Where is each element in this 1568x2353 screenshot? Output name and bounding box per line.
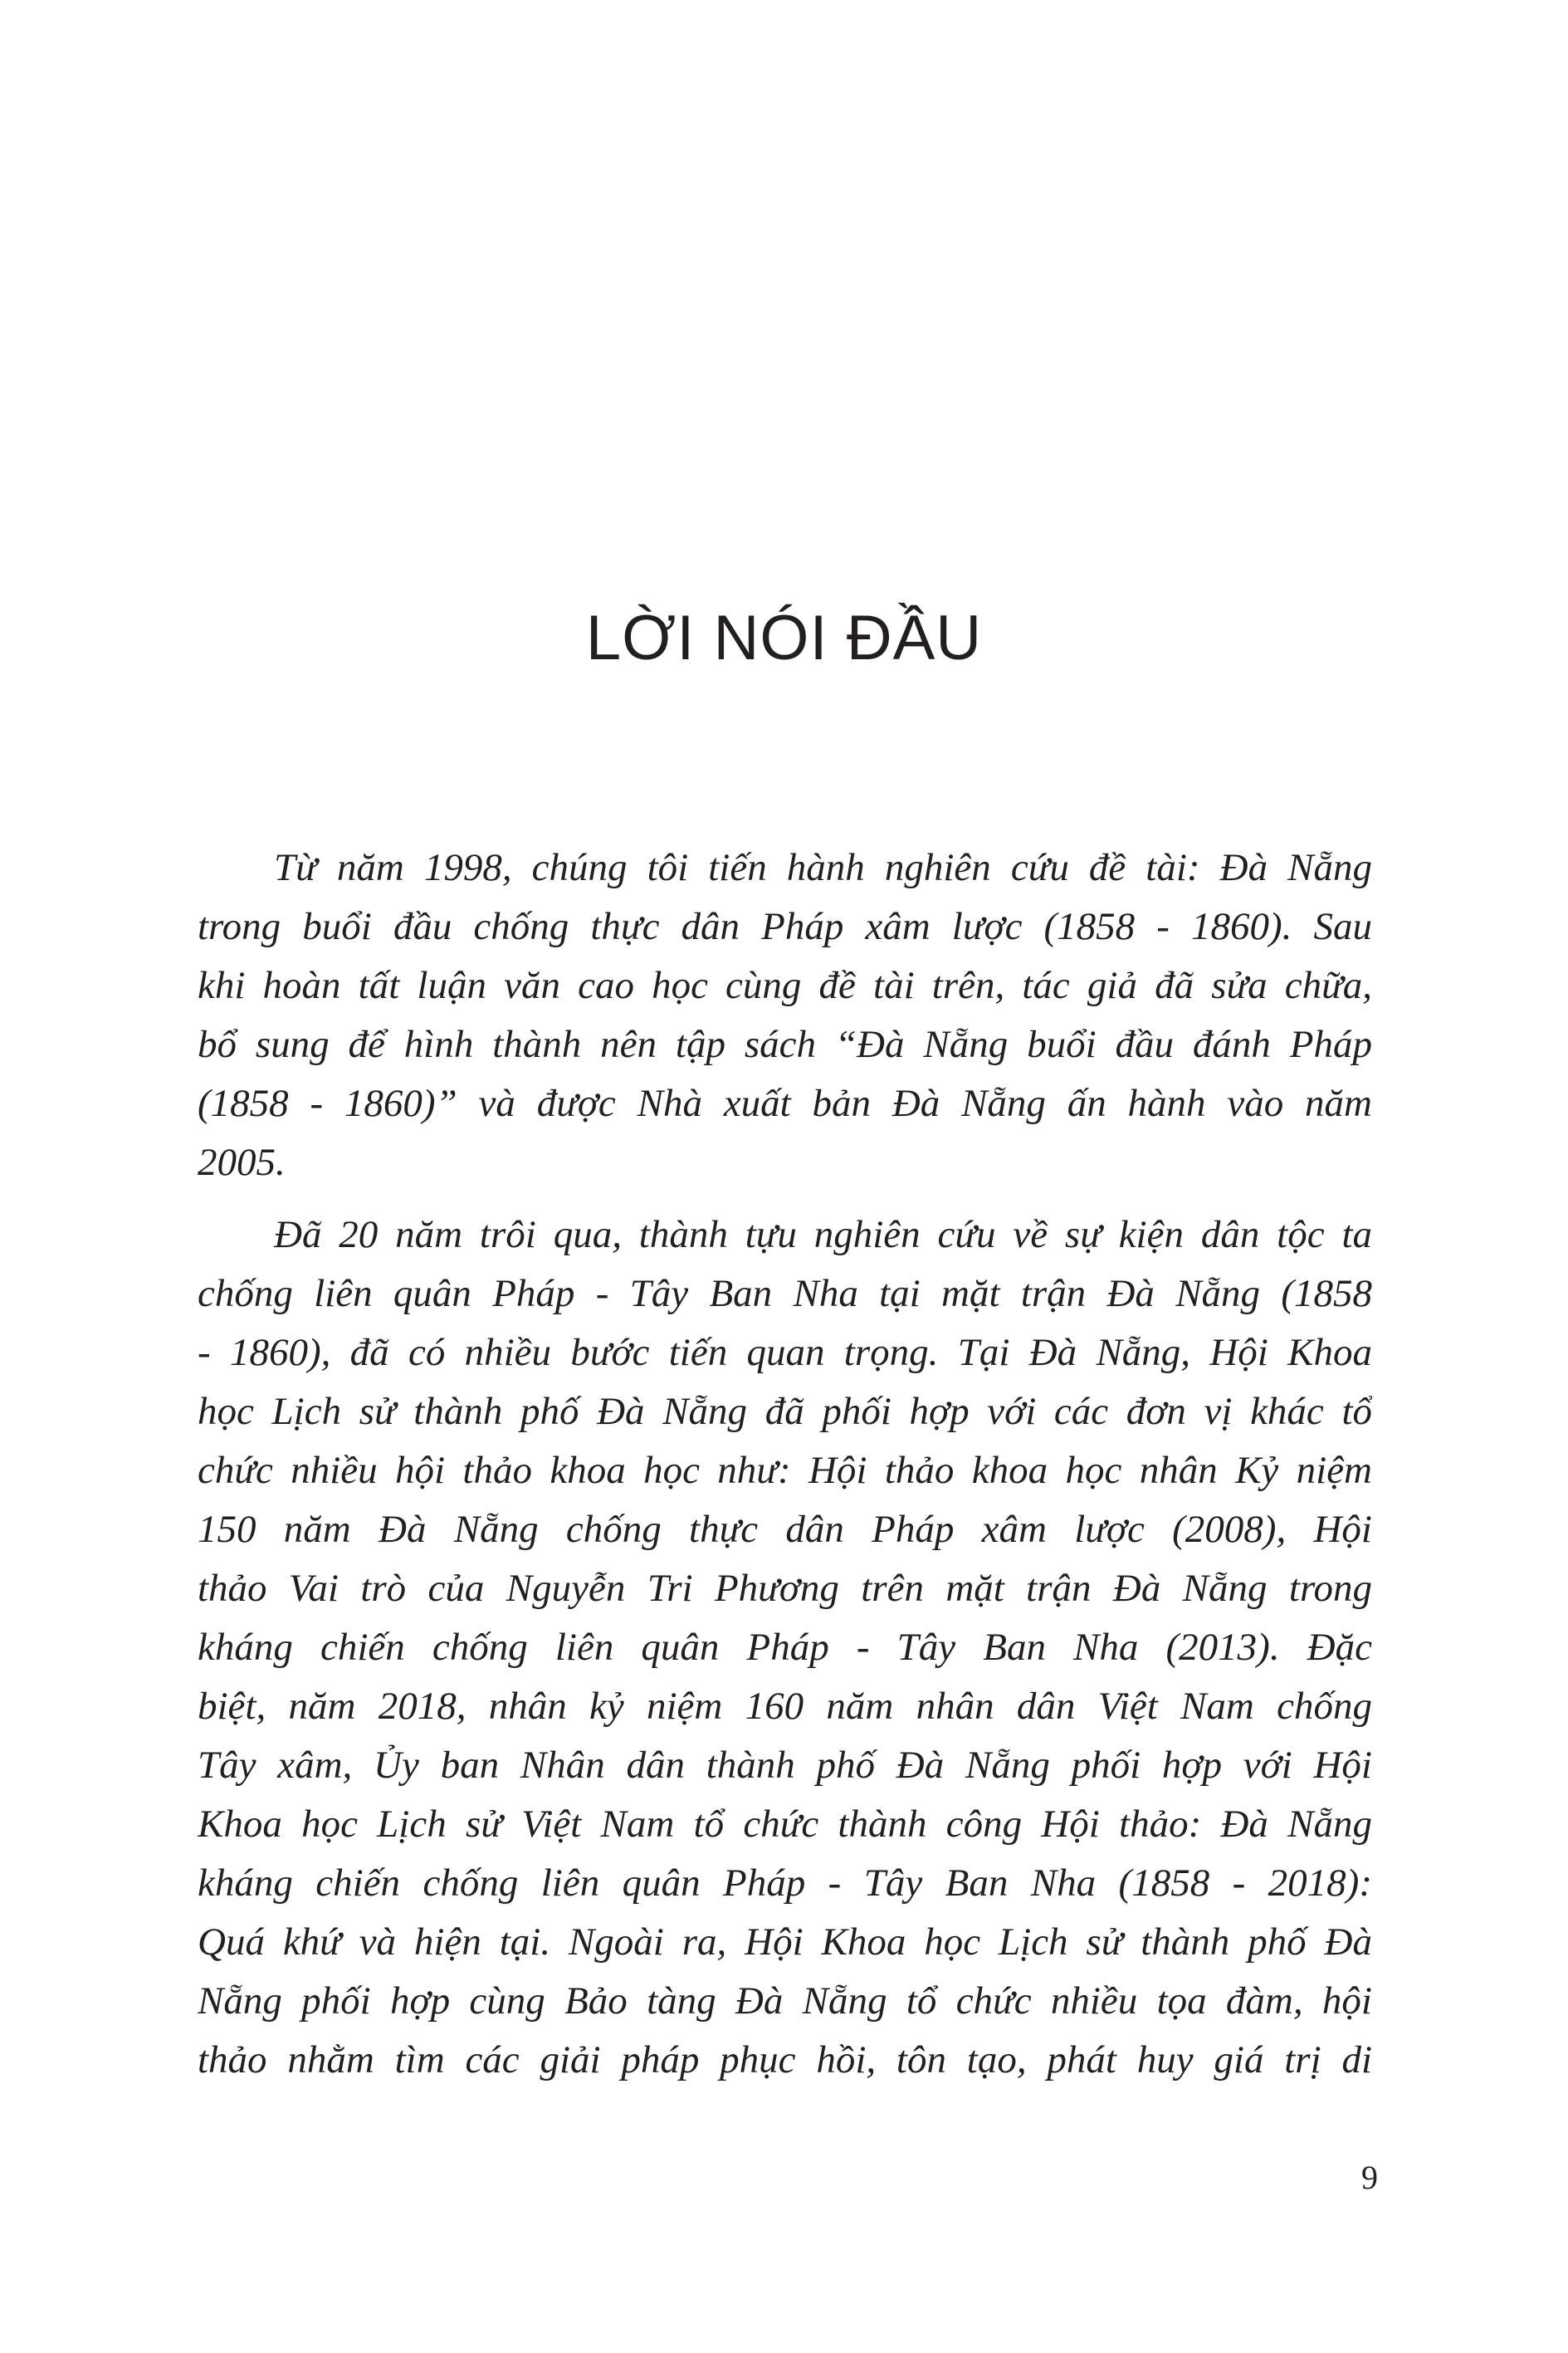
- body-text: [198, 839, 1372, 2090]
- text-line: thảo Vai trò của Nguyễn Tri Phương trên mặt trận Đà Nẵng trong: [198, 1567, 1372, 1610]
- page-title: LỜI NÓI ĐẦU: [585, 603, 983, 673]
- text-line: kháng chiến chống liên quân Pháp - Tây Ban Nha (1858 - 2018):: [198, 1861, 1372, 1905]
- text-line: Quá khứ và hiện tại. Ngoài ra, Hội Khoa học Lịch sử thành phố Đà: [198, 1920, 1372, 1964]
- text-line: chống liên quân Pháp - Tây Ban Nha tại mặt trận Đà Nẵng (1858: [198, 1272, 1372, 1315]
- text-line: (1858 - 1860)” và được Nhà xuất bản Đà Nẵng ấn hành vào năm: [198, 1082, 1372, 1125]
- text-line: học Lịch sử thành phố Đà Nẵng đã phối hợp với các đơn vị khác tổ: [198, 1390, 1372, 1433]
- paragraph-2: [198, 1206, 1372, 2090]
- text-line: Đã 20 năm trôi qua, thành tựu nghiên cứu về sự kiện dân tộc ta: [274, 1213, 1372, 1256]
- text-line: chức nhiều hội thảo khoa học như: Hội thảo khoa học nhân Kỷ niệm: [198, 1449, 1372, 1492]
- text-line: 150 năm Đà Nẵng chống thực dân Pháp xâm lược (2008), Hội: [198, 1508, 1372, 1551]
- text-line: kháng chiến chống liên quân Pháp - Tây Ban Nha (2013). Đặc: [198, 1626, 1372, 1669]
- text-line: khi hoàn tất luận văn cao học cùng đề tài trên, tác giả đã sửa chữa,: [198, 964, 1372, 1007]
- page-number: 9: [1361, 2159, 1378, 2196]
- text-line: Khoa học Lịch sử Việt Nam tổ chức thành công Hội thảo: Đà Nẵng: [198, 1803, 1372, 1846]
- text-line: 2005.: [198, 1141, 286, 1184]
- text-line: Tây xâm, Ủy ban Nhân dân thành phố Đà Nẵng phối hợp với Hội: [198, 1744, 1372, 1787]
- text-line: - 1860), đã có nhiều bước tiến quan trọng. Tại Đà Nẵng, Hội Khoa: [198, 1331, 1372, 1374]
- text-line: thảo nhằm tìm các giải pháp phục hồi, tôn tạo, phát huy giá trị di: [198, 2038, 1372, 2082]
- paragraph-1: [198, 839, 1372, 1192]
- text-line: trong buổi đầu chống thực dân Pháp xâm lược (1858 - 1860). Sau: [198, 905, 1372, 948]
- text-line: biệt, năm 2018, nhân kỷ niệm 160 năm nhân dân Việt Nam chống: [198, 1685, 1372, 1728]
- text-line: bổ sung để hình thành nên tập sách “Đà Nẵng buổi đầu đánh Pháp: [198, 1023, 1372, 1066]
- text-line: Nẵng phối hợp cùng Bảo tàng Đà Nẵng tổ chức nhiều tọa đàm, hội: [198, 1979, 1372, 2023]
- text-line: Từ năm 1998, chúng tôi tiến hành nghiên cứu đề tài: Đà Nẵng: [274, 846, 1372, 889]
